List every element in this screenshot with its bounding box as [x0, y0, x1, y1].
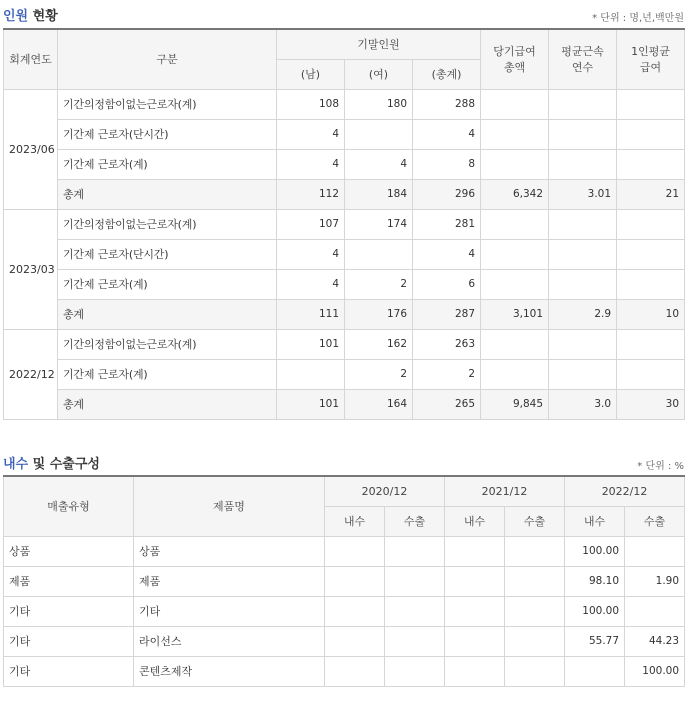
- table-row: [4, 239, 685, 269]
- avg-cell: [617, 269, 685, 299]
- sales-type-cell: 기타: [4, 656, 134, 686]
- staff-table: [3, 28, 685, 420]
- total-cell: 6: [413, 269, 481, 299]
- col-tenure-l2: 연수: [571, 61, 594, 75]
- col-end-staff: 기말인원: [277, 29, 481, 59]
- total-row: [4, 179, 685, 209]
- col-domestic: 내수: [325, 506, 385, 536]
- domestic-2022-cell: 100.00: [565, 596, 625, 626]
- export-2022-cell: 44.23: [625, 626, 685, 656]
- col-export: 수출: [625, 506, 685, 536]
- staff-section-header: [0, 0, 691, 26]
- female-cell: 180: [345, 89, 413, 119]
- domestic-2021-cell: [445, 656, 505, 686]
- year-cell: 2023/06: [4, 89, 58, 209]
- male-cell: 107: [277, 209, 345, 239]
- export-2020-cell: [385, 656, 445, 686]
- tenure-cell: [549, 149, 617, 179]
- product-name-cell: 제품: [134, 566, 325, 596]
- staff-section-title: [3, 5, 58, 24]
- avg-cell: [617, 149, 685, 179]
- category-cell: 기간제 근로자(단시간): [58, 119, 277, 149]
- avg-cell: [617, 89, 685, 119]
- export-2021-cell: [505, 566, 565, 596]
- col-category: 구분: [58, 29, 277, 89]
- col-product-name: 제품명: [134, 476, 325, 536]
- table-row: [4, 626, 685, 656]
- col-tenure: [549, 29, 617, 89]
- male-cell: 4: [277, 269, 345, 299]
- export-2022-cell: [625, 536, 685, 566]
- category-cell: 기간제 근로자(계): [58, 149, 277, 179]
- table-row: [4, 119, 685, 149]
- category-cell: 기간제 근로자(단시간): [58, 239, 277, 269]
- male-cell: 4: [277, 239, 345, 269]
- export-2021-cell: [505, 656, 565, 686]
- total-cell: 281: [413, 209, 481, 239]
- category-cell: 총계: [58, 299, 277, 329]
- salary-cell: [481, 239, 549, 269]
- col-year-2022: 2022/12: [565, 476, 685, 506]
- sales-section-title: [3, 453, 100, 472]
- total-cell: 288: [413, 89, 481, 119]
- tenure-cell: [549, 359, 617, 389]
- total-cell: 4: [413, 239, 481, 269]
- product-name-cell: 라이선스: [134, 626, 325, 656]
- col-total: (총계): [413, 59, 481, 89]
- sales-table: [3, 475, 685, 687]
- total-row: [4, 299, 685, 329]
- salary-cell: [481, 269, 549, 299]
- sales-title-rest: 및 수출구성: [28, 457, 100, 472]
- category-cell: 기간제 근로자(계): [58, 359, 277, 389]
- female-cell: 164: [345, 389, 413, 419]
- salary-cell: [481, 89, 549, 119]
- male-cell: 101: [277, 389, 345, 419]
- domestic-2020-cell: [325, 536, 385, 566]
- staff-title-rest: 현황: [28, 9, 58, 24]
- avg-cell: [617, 359, 685, 389]
- table-row: [4, 596, 685, 626]
- salary-cell: 6,342: [481, 179, 549, 209]
- tenure-cell: [549, 209, 617, 239]
- export-2022-cell: [625, 596, 685, 626]
- col-year-2020: 2020/12: [325, 476, 445, 506]
- domestic-2022-cell: [565, 656, 625, 686]
- total-cell: 287: [413, 299, 481, 329]
- domestic-2020-cell: [325, 596, 385, 626]
- female-cell: 2: [345, 359, 413, 389]
- col-export: 수출: [385, 506, 445, 536]
- total-cell: 296: [413, 179, 481, 209]
- export-2022-cell: 100.00: [625, 656, 685, 686]
- tenure-cell: [549, 119, 617, 149]
- female-cell: 176: [345, 299, 413, 329]
- export-2020-cell: [385, 536, 445, 566]
- tenure-cell: [549, 269, 617, 299]
- col-avg-salary: [617, 29, 685, 89]
- male-cell: 4: [277, 119, 345, 149]
- total-row: [4, 389, 685, 419]
- male-cell: 4: [277, 149, 345, 179]
- col-export: 수출: [505, 506, 565, 536]
- category-cell: 기간의정함이없는근로자(계): [58, 209, 277, 239]
- col-salary-l2: 총액: [503, 61, 526, 75]
- sales-type-cell: 기타: [4, 626, 134, 656]
- table-row: [4, 269, 685, 299]
- export-2022-cell: 1.90: [625, 566, 685, 596]
- export-2020-cell: [385, 596, 445, 626]
- product-name-cell: 콘텐츠제작: [134, 656, 325, 686]
- avg-cell: [617, 239, 685, 269]
- tenure-cell: [549, 329, 617, 359]
- total-cell: 4: [413, 119, 481, 149]
- product-name-cell: 상품: [134, 536, 325, 566]
- col-year-2021: 2021/12: [445, 476, 565, 506]
- male-cell: 111: [277, 299, 345, 329]
- salary-cell: [481, 149, 549, 179]
- female-cell: 162: [345, 329, 413, 359]
- product-name-cell: 기타: [134, 596, 325, 626]
- domestic-2021-cell: [445, 566, 505, 596]
- salary-cell: [481, 209, 549, 239]
- col-avg-l1: 1인평균: [631, 45, 670, 59]
- female-cell: [345, 119, 413, 149]
- category-cell: 기간의정함이없는근로자(계): [58, 329, 277, 359]
- male-cell: 112: [277, 179, 345, 209]
- category-cell: 총계: [58, 389, 277, 419]
- avg-cell: [617, 209, 685, 239]
- col-avg-l2: 급여: [639, 61, 662, 75]
- col-tenure-l1: 평균근속: [561, 45, 604, 59]
- tenure-cell: 3.0: [549, 389, 617, 419]
- avg-cell: 10: [617, 299, 685, 329]
- table-row: [4, 149, 685, 179]
- col-male: (남): [277, 59, 345, 89]
- category-cell: 기간제 근로자(계): [58, 269, 277, 299]
- female-cell: [345, 239, 413, 269]
- female-cell: 174: [345, 209, 413, 239]
- table-row: [4, 89, 685, 119]
- salary-cell: 3,101: [481, 299, 549, 329]
- total-cell: 265: [413, 389, 481, 419]
- category-cell: 기간의정함이없는근로자(계): [58, 89, 277, 119]
- salary-cell: 9,845: [481, 389, 549, 419]
- sales-type-cell: 제품: [4, 566, 134, 596]
- male-cell: [277, 359, 345, 389]
- tenure-cell: 2.9: [549, 299, 617, 329]
- salary-cell: [481, 329, 549, 359]
- export-2021-cell: [505, 626, 565, 656]
- total-cell: 263: [413, 329, 481, 359]
- year-cell: 2022/12: [4, 329, 58, 419]
- domestic-2020-cell: [325, 626, 385, 656]
- staff-title-highlight: 인원: [3, 9, 29, 24]
- tenure-cell: [549, 89, 617, 119]
- year-cell: 2023/03: [4, 209, 58, 329]
- col-sales-type: 매출유형: [4, 476, 134, 536]
- sales-unit-note: * 단위 : %: [637, 461, 684, 472]
- total-cell: 2: [413, 359, 481, 389]
- col-female: (여): [345, 59, 413, 89]
- table-row: [4, 329, 685, 359]
- male-cell: 101: [277, 329, 345, 359]
- table-row: [4, 359, 685, 389]
- total-cell: 8: [413, 149, 481, 179]
- sales-title-highlight: 내수: [3, 457, 29, 472]
- col-salary: [481, 29, 549, 89]
- category-cell: 총계: [58, 179, 277, 209]
- table-row: [4, 209, 685, 239]
- salary-cell: [481, 359, 549, 389]
- tenure-cell: [549, 239, 617, 269]
- avg-cell: [617, 119, 685, 149]
- domestic-2022-cell: 98.10: [565, 566, 625, 596]
- domestic-2021-cell: [445, 596, 505, 626]
- avg-cell: [617, 329, 685, 359]
- col-domestic: 내수: [445, 506, 505, 536]
- domestic-2020-cell: [325, 656, 385, 686]
- col-domestic: 내수: [565, 506, 625, 536]
- staff-unit-note: * 단위 : 명,년,백만원: [592, 13, 684, 24]
- female-cell: 184: [345, 179, 413, 209]
- sales-type-cell: 기타: [4, 596, 134, 626]
- export-2020-cell: [385, 626, 445, 656]
- female-cell: 4: [345, 149, 413, 179]
- table-row: [4, 536, 685, 566]
- salary-cell: [481, 119, 549, 149]
- domestic-2022-cell: 55.77: [565, 626, 625, 656]
- export-2021-cell: [505, 536, 565, 566]
- table-row: [4, 566, 685, 596]
- female-cell: 2: [345, 269, 413, 299]
- domestic-2021-cell: [445, 626, 505, 656]
- avg-cell: 30: [617, 389, 685, 419]
- tenure-cell: 3.01: [549, 179, 617, 209]
- export-2020-cell: [385, 566, 445, 596]
- domestic-2022-cell: 100.00: [565, 536, 625, 566]
- domestic-2021-cell: [445, 536, 505, 566]
- table-row: [4, 656, 685, 686]
- col-salary-l1: 당기급여: [493, 45, 536, 59]
- col-year: 회계연도: [4, 29, 58, 89]
- export-2021-cell: [505, 596, 565, 626]
- sales-type-cell: 상품: [4, 536, 134, 566]
- male-cell: 108: [277, 89, 345, 119]
- avg-cell: 21: [617, 179, 685, 209]
- domestic-2020-cell: [325, 566, 385, 596]
